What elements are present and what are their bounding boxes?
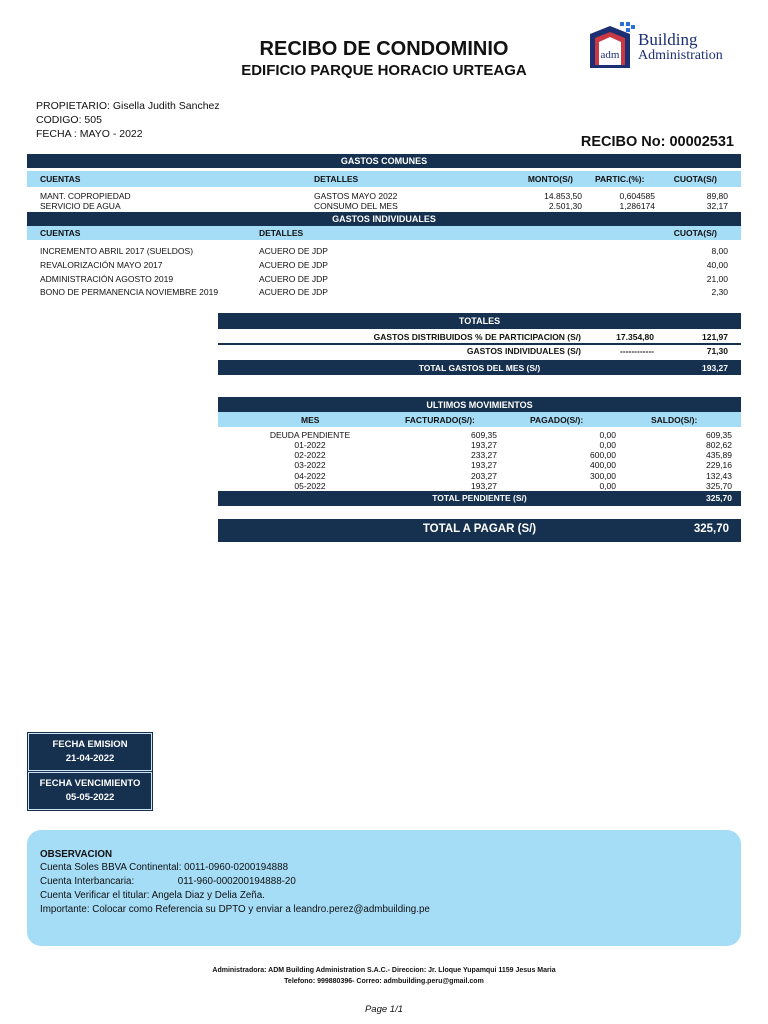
total-pendiente-row: TOTAL PENDIENTE (S/) 325,70 <box>218 491 741 506</box>
totales-title: TOTALES <box>218 313 741 329</box>
fecha-emision-value: 21-04-2022 <box>65 753 115 764</box>
page-number: Page 1/1 <box>364 1004 404 1015</box>
page-title: RECIBO DE CONDOMINIO <box>259 38 509 60</box>
gastos-comunes-title: GASTOS COMUNES <box>27 154 741 168</box>
table-row: MANT. COPROPIEDAD GASTOS MAYO 2022 14.853,50 0,604585 89,80 <box>40 191 728 201</box>
total-a-pagar-label: TOTAL A PAGAR (S/) <box>422 523 537 535</box>
total-a-pagar <box>218 519 741 542</box>
propietario: PROPIETARIO: Gisella Judith Sanchez <box>36 100 220 112</box>
movimientos-header: MES FACTURADO(S/): PAGADO(S/): SALDO(S/): <box>218 412 741 427</box>
fecha-vencimiento-value: 05-05-2022 <box>65 792 115 803</box>
col-cuentas: CUENTAS <box>40 174 81 184</box>
observacion-line: Cuenta Verificar el titular: Angela Diaz y Delia Zeña. <box>40 890 265 901</box>
observacion-title: OBSERVACION <box>40 849 113 860</box>
logo-line-administration: Administration <box>638 48 723 63</box>
gastos-distribuidos-row: GASTOS DISTRIBUIDOS % DE PARTICIPACION (S/) 17.354,80 121,97 <box>373 332 728 342</box>
logo-line-building: Building <box>638 30 698 49</box>
codigo: CODIGO: 505 <box>36 114 102 126</box>
footer-contact: Telefono: 999880396- Correo: admbuilding.peru@gmail.com <box>284 978 484 985</box>
observacion-box <box>27 830 741 946</box>
col-monto: MONTO(S/) <box>527 174 573 184</box>
movimientos-title: ULTIMOS MOVIMIENTOS <box>218 397 741 412</box>
fecha-emision-box <box>28 733 152 771</box>
col-partic: PARTIC.(%): <box>595 174 645 184</box>
col-cuota: CUOTA(S/) <box>673 174 717 184</box>
table-row: SERVICIO DE AGUA CONSUMO DEL MES 2.501,30 1,286174 32,17 <box>40 201 728 211</box>
fecha: FECHA : MAYO - 2022 <box>36 128 143 140</box>
building-logo-icon <box>584 20 636 72</box>
gastos-comunes-header <box>27 171 741 187</box>
logo-mark: adm <box>600 49 620 61</box>
fecha-vencimiento-label: FECHA VENCIMIENTO <box>39 777 141 789</box>
fecha-emision-label: FECHA EMISION <box>52 738 128 750</box>
divider <box>218 343 741 345</box>
total-a-pagar-value: 325,70 <box>693 523 729 535</box>
col-detalles: DETALLES <box>314 174 359 184</box>
gastos-individuales-header: CUENTAS DETALLES CUOTA(S/) <box>27 226 741 240</box>
page-subtitle: EDIFICIO PARQUE HORACIO URTEAGA <box>241 62 527 79</box>
total-gastos-mes-row: TOTAL GASTOS DEL MES (S/) 193,27 <box>218 360 741 375</box>
observacion-line: Cuenta Interbancaria: 011-960-000200194888-20 <box>40 876 296 887</box>
fecha-vencimiento-box <box>28 772 152 810</box>
recibo-number: RECIBO No: 00002531 <box>580 134 734 150</box>
footer-address: Administradora: ADM Building Administration S.A.C.- Direccion: Jr. Lloque Yupamqui 1159 Jesus Maria <box>212 967 556 974</box>
company-logo <box>584 20 744 72</box>
gastos-individuales-title: GASTOS INDIVIDUALES <box>27 212 741 226</box>
gastos-individuales-total-row: GASTOS INDIVIDUALES (S/) ------------ 71,30 <box>466 346 728 356</box>
observacion-line: Importante: Colocar como Referencia su DPTO y enviar a leandro.perez@admbuilding.pe <box>40 904 430 915</box>
observacion-line: Cuenta Soles BBVA Continental: 0011-0960-0200194888 <box>40 862 289 873</box>
